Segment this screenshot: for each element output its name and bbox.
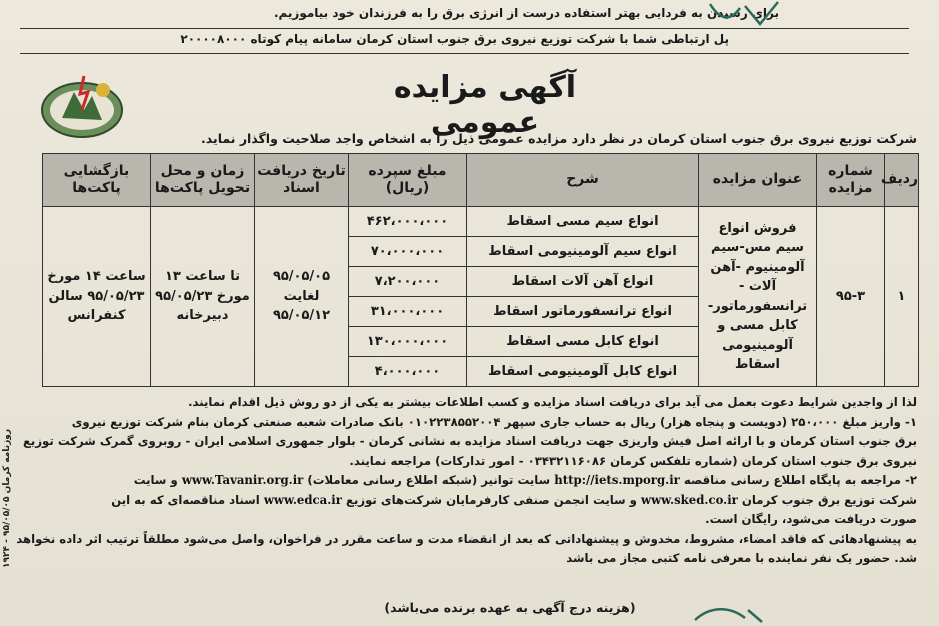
company-name: شرکت توزیع نیروی برق جنوب استان کرمان	[647, 131, 917, 146]
footer-note: (هزینه درج آگهی به عهده برنده می‌باشد)	[384, 600, 636, 615]
link-tavanir[interactable]: www.Tavanir.org.ir	[181, 473, 304, 487]
item-amount: ۴،۰۰۰،۰۰۰	[349, 357, 467, 387]
page-title: آگهی مزایده عمومی	[393, 70, 577, 140]
note-line: نیروی برق جنوب استان کرمان (شماره تلفکس کرمان ۰۳۴۳۲۱۱۶۰۸۶ - امور تدارکات) مراجعه نمایند.	[349, 453, 917, 468]
note-line: صورت دریافت می‌شود، رایگان است.	[705, 512, 917, 526]
tender-number: ۹۵-۳	[817, 207, 885, 387]
tender-subject: فروش انواع سیم مس-سیم آلومینیوم -آهن آلات - ترانسفورماتور- کابل مسی و آلومینیومی اسقاط	[699, 207, 817, 387]
note-line	[27, 471, 917, 491]
handwritten-mark-icon	[690, 600, 770, 626]
note-fragment: سایت توانیر (شبکه اطلاع رسانی معاملات)	[307, 473, 551, 487]
note-line: لذا از واجدین شرایط دعوت بعمل می آید برای دریافت اسناد مزایده و کسب اطلاعات بیشتر به یکی از دو روش ذیل اقدام نمایند.	[188, 395, 917, 409]
divider	[20, 53, 909, 54]
header-sms: پل ارتباطی شما با شرکت توزیع نیروی برق جنوب استان کرمان سامانه پیام کوتاه ۲۰۰۰۰۸۰۰۰	[180, 32, 729, 46]
header-slogan: برای رسیدن به فردایی بهتر استفاده درست از انرژی برق را به فرزندان خود بیاموزیم.	[273, 6, 779, 20]
col-header-number: شماره مزایده	[817, 154, 885, 207]
row-number: ۱	[885, 207, 919, 387]
item-desc: انواع کابل آلومینیومی اسقاط	[467, 357, 699, 387]
company-logo-icon	[40, 70, 125, 140]
col-header-opening: بازگشایی پاکت‌ها	[43, 154, 151, 207]
col-header-subject: عنوان مزایده	[699, 154, 817, 207]
col-header-receive: تاریخ دریافت اسناد	[255, 154, 349, 207]
item-desc: انواع سیم آلومینیومی اسقاط	[467, 237, 699, 267]
note-line: ۱- واریز مبلغ ۲۵۰،۰۰۰ (دویست و پنجاه هزار) ریال به حساب جاری سپهر ۰۱۰۲۲۳۸۵۵۲۰۰۴ بانک صادرات شعبه صنعتی کرمان بنام شرکت توزیع نیروی	[71, 414, 917, 429]
delivery-time-place: تا ساعت ۱۳ مورخ ۹۵/۰۵/۲۳ دبیرخانه	[151, 207, 255, 387]
item-desc: انواع سیم مسی اسقاط	[467, 207, 699, 237]
note-fragment: ۲- مراجعه به پایگاه اطلاع رسانی مناقصه	[683, 473, 917, 487]
col-header-desc: شرح	[467, 154, 699, 207]
newspaper-date-strip: روزنامه کرمان ۹۵/۰۵/۰۵ - ۱۹۲۴	[2, 428, 12, 568]
item-amount: ۷۰،۰۰۰،۰۰۰	[349, 237, 467, 267]
note-fragment: و سایت	[133, 473, 178, 487]
note-fragment: شرکت توزیع برق جنوب کرمان	[741, 492, 917, 507]
item-amount: ۱۳۰،۰۰۰،۰۰۰	[349, 327, 467, 357]
handwritten-mark-icon	[700, 0, 790, 30]
link-iets[interactable]: http://iets.mporg.ir	[554, 473, 680, 487]
table-row	[43, 207, 919, 237]
intro-text	[157, 131, 917, 146]
col-header-amount: مبلغ سپرده (ریال)	[349, 154, 467, 207]
opening-time-place: ساعت ۱۴ مورخ ۹۵/۰۵/۲۳ سالن کنفرانس	[43, 207, 151, 387]
note-line: شد. حضور یک نفر نماینده با معرفی نامه کتبی مجاز می باشد	[566, 551, 917, 565]
col-header-row: ردیف	[885, 154, 919, 207]
item-desc: انواع کابل مسی اسقاط	[467, 327, 699, 357]
link-sked[interactable]: www.sked.co.ir	[641, 492, 738, 507]
note-line: به پیشنهادهائی که فاقد امضاء، مشروط، مخدوش و پیشنهاداتی که بعد از انقضاء مدت و ساعت مقرر در فراخوان، واصل می‌شود مطلقاً ترتیب اثر داده نخواهد	[16, 531, 917, 546]
item-desc: انواع ترانسفورماتور اسقاط	[467, 297, 699, 327]
item-amount: ۳۱،۰۰۰،۰۰۰	[349, 297, 467, 327]
col-header-delivery: زمان و محل تحویل پاکت‌ها	[151, 154, 255, 207]
item-amount: ۴۶۲،۰۰۰،۰۰۰	[349, 207, 467, 237]
link-edca[interactable]: www.edca.ir	[263, 492, 342, 507]
note-fragment: اسناد مناقصه‌ای که به این	[111, 492, 260, 507]
note-line: برق جنوب استان کرمان و با ارائه اصل فیش واریزی جهت دریافت اسناد مزایده به نشانی کرمان - بلوار جمهوری اسلامی ایران - روبروی گمرک شرکت توزیع	[22, 434, 917, 448]
item-amount: ۷،۲۰۰،۰۰۰	[349, 267, 467, 297]
item-desc: انواع آهن آلات اسقاط	[467, 267, 699, 297]
tender-table	[42, 153, 919, 387]
note-fragment: و سایت انجمن صنفی کارفرمایان شرکت‌های توزیع	[345, 492, 637, 507]
table-header-row	[43, 154, 919, 207]
intro-sentence: در نظر دارد مزایده عمومی ذیل را به اشخاص واجد صلاحیت واگذار نماید.	[201, 131, 643, 146]
receive-date: ۹۵/۰۵/۰۵ لغایت ۹۵/۰۵/۱۲	[255, 207, 349, 387]
notes-section	[16, 393, 917, 569]
note-line	[27, 491, 917, 511]
